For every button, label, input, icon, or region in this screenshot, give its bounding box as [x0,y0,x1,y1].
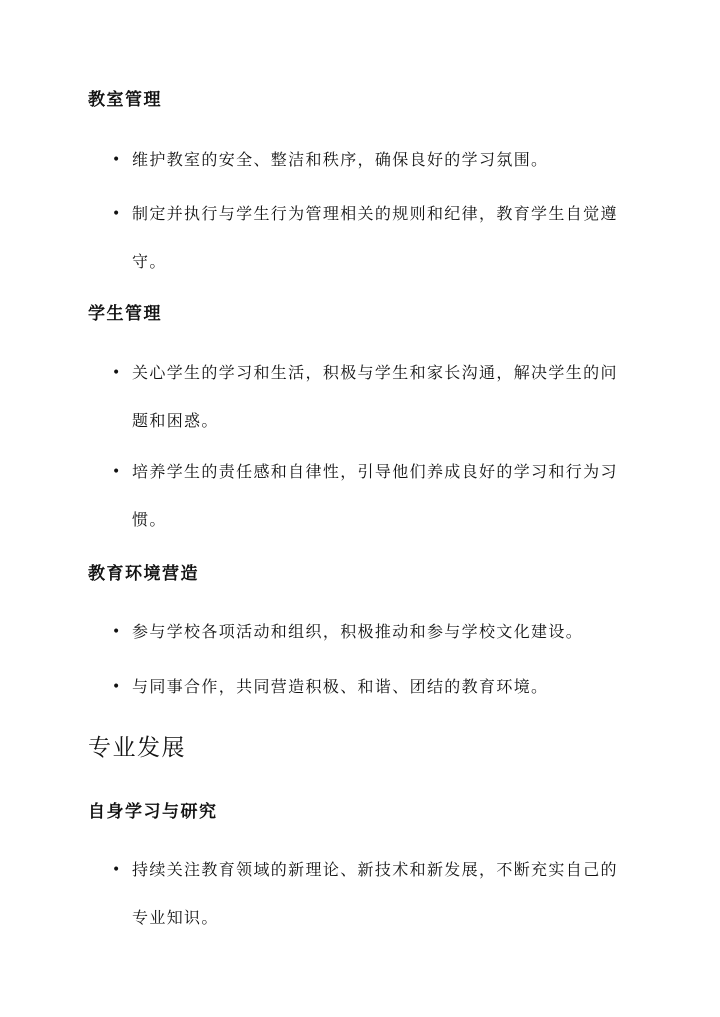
bullet-icon: • [112,365,121,381]
bullet-icon: • [112,624,121,640]
list-item-text: 制定并执行与学生行为管理相关的规则和纪律，教育学生自觉遵守。 [132,204,618,271]
bullet-icon: • [112,679,121,695]
list-item-text: 培养学生的责任感和自律性，引导他们养成良好的学习和行为习惯。 [132,462,618,529]
list-item-text: 维护教室的安全、整洁和秩序，确保良好的学习氛围。 [132,150,549,169]
list-item-text: 持续关注教育领域的新理论、新技术和新发展，不断充实自己的专业知识。 [132,860,618,927]
chapter-heading-professional-development: 专业发展 [88,735,186,761]
list-item-text: 关心学生的学习和生活，积极与学生和家长沟通，解决学生的问题和困惑。 [132,363,618,430]
bullet-icon: • [112,464,121,480]
list-item-text: 参与学校各项活动和组织，积极推动和参与学校文化建设。 [132,622,584,641]
section-heading-classroom: 教室管理 [88,90,162,110]
bullet-icon: • [112,862,121,878]
section-heading-environment: 教育环境营造 [88,564,199,584]
bullet-icon: • [112,206,121,222]
list-item-text: 与同事合作，共同营造积极、和谐、团结的教育环境。 [132,677,549,696]
section-heading-students: 学生管理 [88,304,162,324]
bullet-icon: • [112,152,121,168]
section-heading-self-study: 自身学习与研究 [88,802,218,822]
